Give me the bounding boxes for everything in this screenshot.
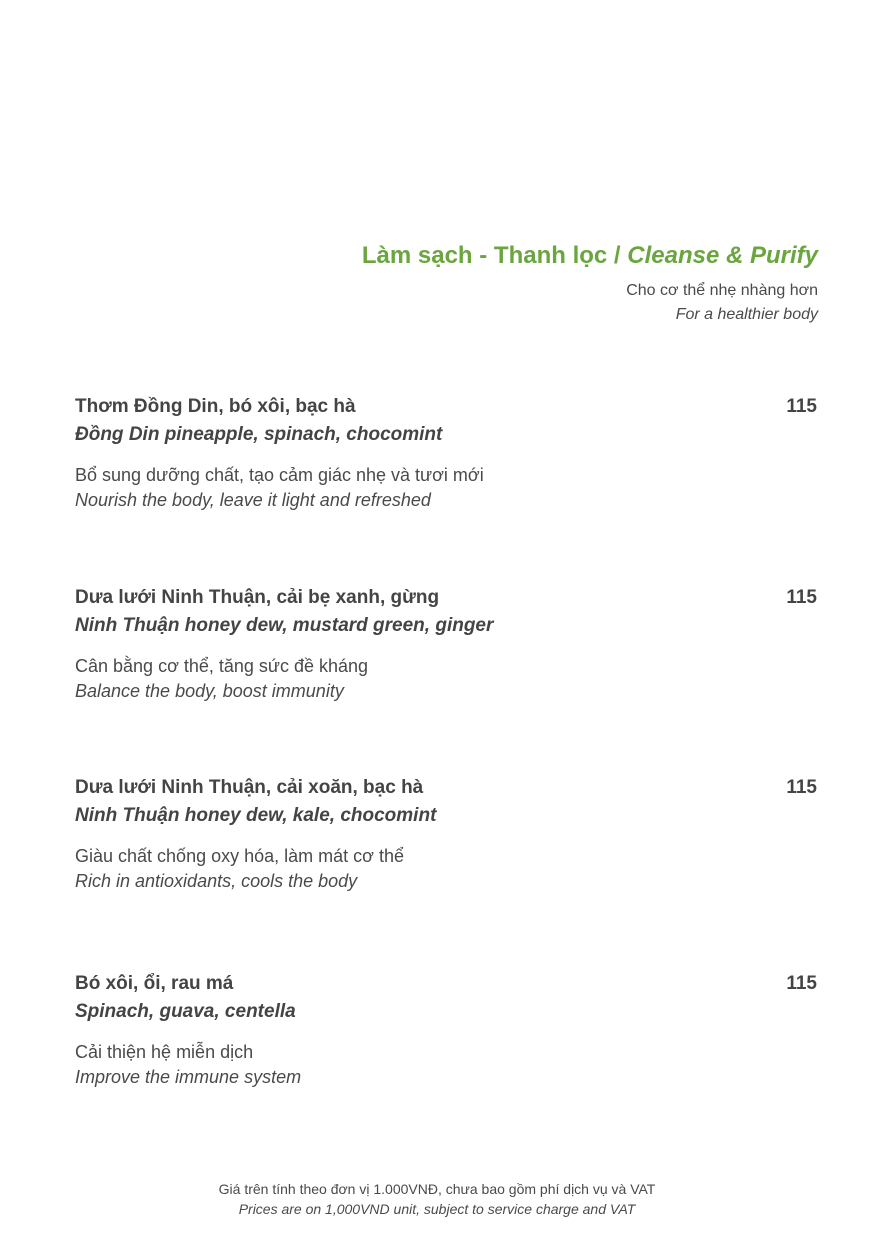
menu-item [75,584,819,704]
item-price: 115 [786,973,817,994]
footer-note [0,1179,874,1219]
item-name-vi: Dưa lưới Ninh Thuận, cải xoăn, bạc hà [75,777,424,798]
item-description [75,1040,819,1090]
section-title-en: Cleanse & Purify [627,242,818,269]
item-description [75,844,819,894]
item-desc-en: Balance the body, boost immunity [75,681,344,701]
item-price: 115 [786,777,817,798]
footer-note-vi: Giá trên tính theo đơn vị 1.000VNĐ, chưa bao gồm phí dịch vụ và VAT [218,1181,656,1197]
item-name-en: Ninh Thuận honey dew, kale, chocomint [75,805,437,826]
item-desc-vi: Bổ sung dưỡng chất, tạo cảm giác nhẹ và tươi mới [75,465,484,485]
section-header [362,240,818,327]
section-subtitle-en: For a healthier body [675,306,818,323]
item-price: 115 [786,396,817,417]
menu-item [75,970,819,1090]
item-name-en: Đồng Din pineapple, spinach, chocomint [75,424,443,445]
section-title [362,240,818,272]
item-desc-en: Rich in antioxidants, cools the body [75,871,358,891]
item-name-vi: Dưa lưới Ninh Thuận, cải bẹ xanh, gừng [75,587,440,608]
item-desc-vi: Giàu chất chống oxy hóa, làm mát cơ thể [75,846,404,866]
footer-note-en: Prices are on 1,000VND unit, subject to service charge and VAT [238,1201,636,1217]
item-desc-vi: Cân bằng cơ thể, tăng sức đề kháng [75,656,369,676]
menu-item [75,774,819,894]
item-description [75,463,819,513]
menu-item [75,393,819,513]
item-name-en: Ninh Thuận honey dew, mustard green, ginger [75,615,494,636]
item-name-vi: Thơm Đồng Din, bó xôi, bạc hà [75,396,356,417]
item-name-en: Spinach, guava, centella [75,1001,296,1022]
item-desc-en: Nourish the body, leave it light and refreshed [75,490,431,510]
item-name-vi: Bó xôi, ổi, rau má [75,973,234,994]
section-subtitle-vi: Cho cơ thể nhẹ nhàng hơn [626,282,818,299]
item-desc-vi: Cải thiện hệ miễn dịch [75,1042,254,1062]
item-description [75,654,819,704]
item-desc-en: Improve the immune system [75,1067,302,1087]
section-title-vi: Làm sạch - Thanh lọc / [361,242,628,269]
item-price: 115 [786,587,817,608]
